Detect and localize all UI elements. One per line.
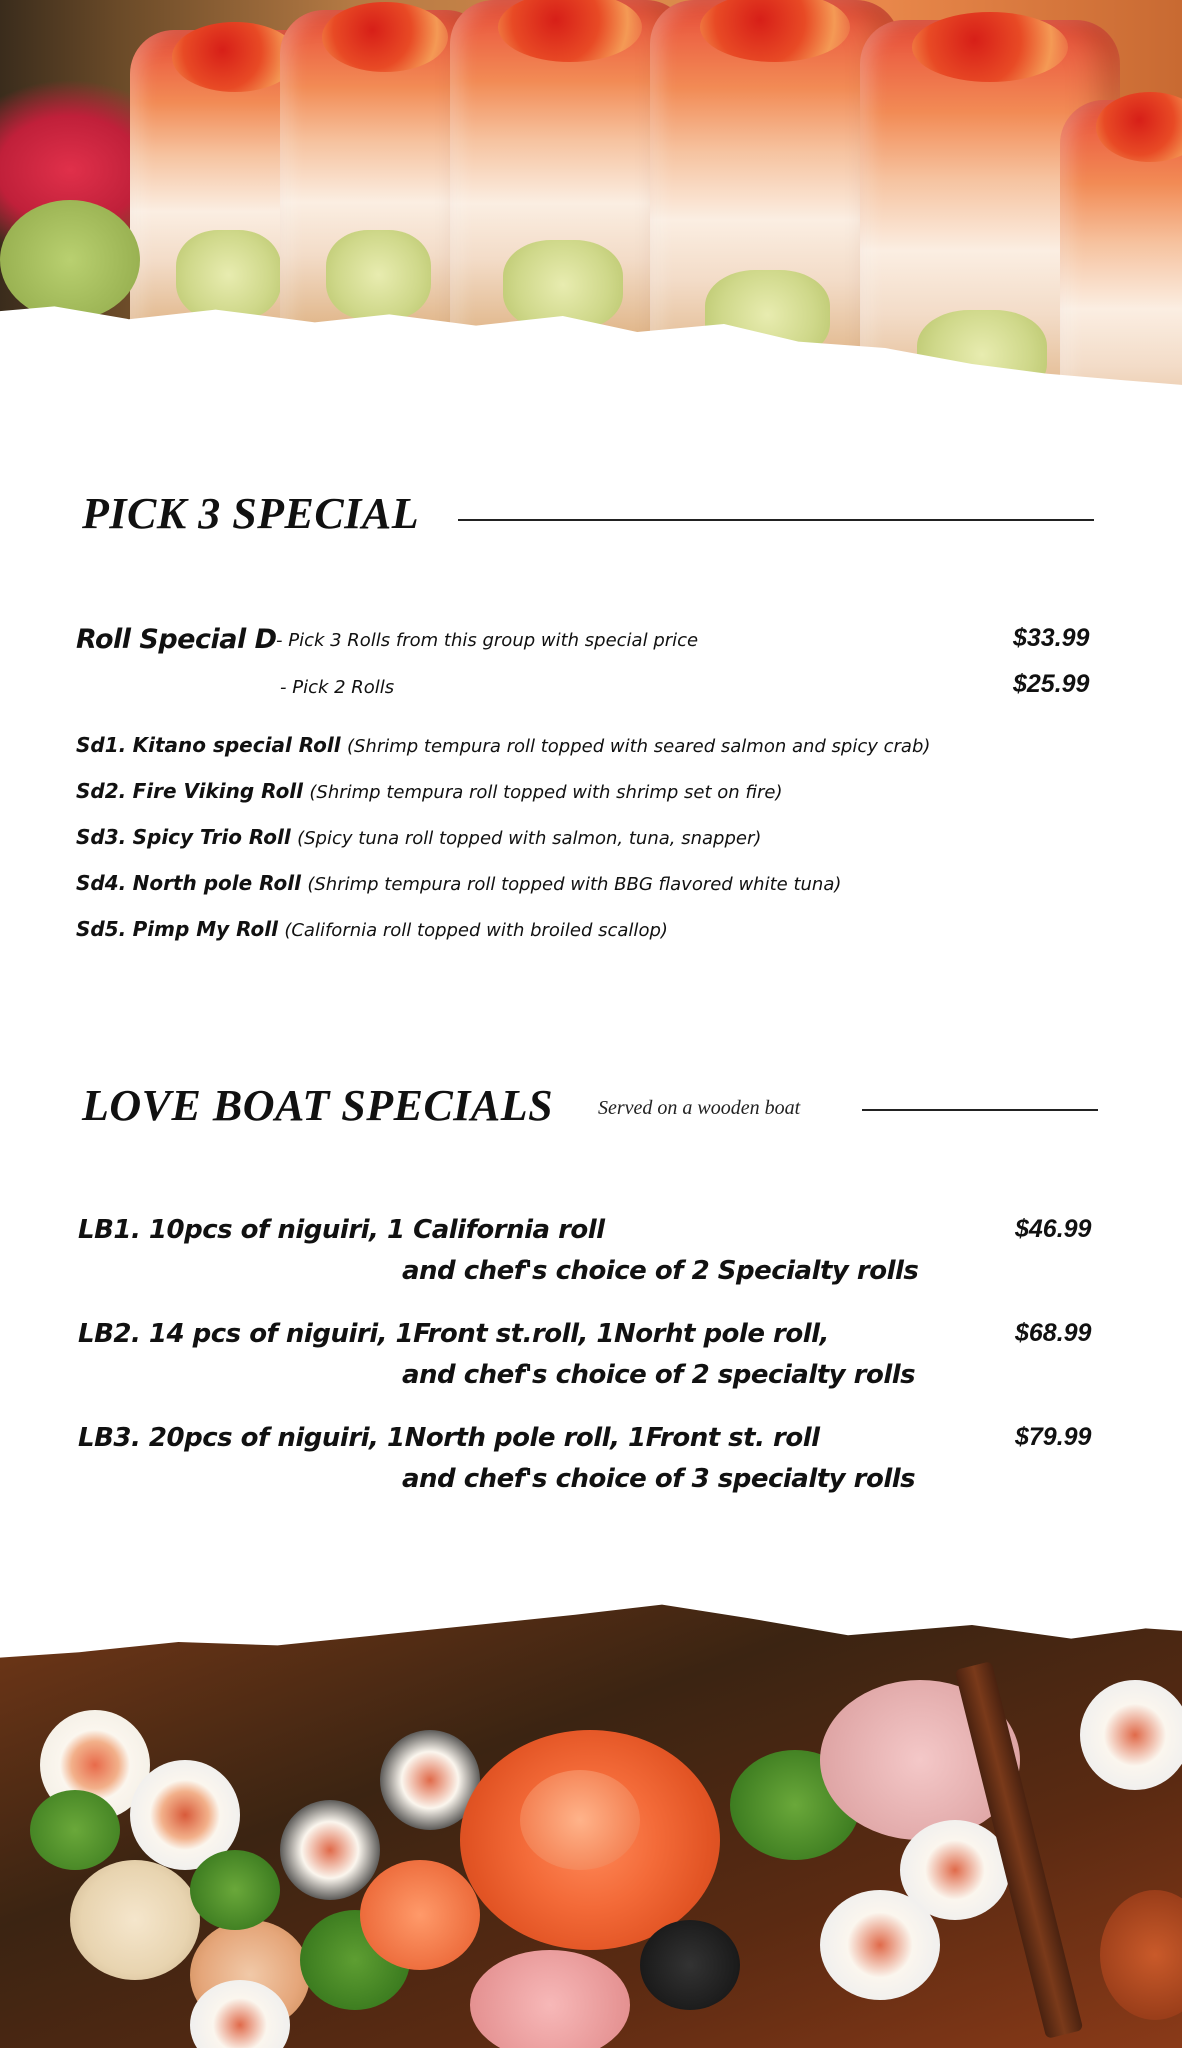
item-line-2: and chef's choice of 2 specialty rolls: [402, 1360, 916, 1390]
item-code: Sd1.: [76, 733, 127, 757]
item-name: Kitano special Roll: [132, 733, 341, 757]
title-rule: [458, 519, 1094, 521]
item-line-2: and chef's choice of 2 Specialty rolls: [402, 1256, 919, 1286]
item-description: (Shrimp tempura roll topped with BBG flavored white tuna): [307, 874, 842, 895]
item-description: (California roll topped with broiled scallop): [284, 920, 668, 941]
item-code: Sd3.: [76, 825, 127, 849]
option-price: $33.99: [1013, 624, 1090, 652]
option-text: - Pick 3 Rolls from this group with special price: [276, 630, 699, 651]
item-line-1: LB2. 14 pcs of niguiri, 1Front st.roll, 1Norht pole roll,: [78, 1319, 829, 1349]
list-item: [76, 779, 783, 803]
item-code: Sd2.: [76, 779, 127, 803]
item-price: $68.99: [1015, 1319, 1092, 1347]
item-description: (Shrimp tempura roll topped with shrimp set on fire): [309, 782, 783, 803]
item-name: Pimp My Roll: [132, 917, 278, 941]
item-description: (Spicy tuna roll topped with salmon, tuna, snapper): [297, 828, 762, 849]
list-item: [76, 733, 930, 757]
item-name: North pole Roll: [132, 871, 301, 895]
list-item: [76, 917, 668, 941]
item-description: (Shrimp tempura roll topped with seared salmon and spicy crab): [346, 736, 931, 757]
section-title-pick-3-special: PICK 3 SPECIAL: [82, 489, 420, 538]
item-price: $46.99: [1015, 1215, 1092, 1243]
item-name: Fire Viking Roll: [132, 779, 304, 803]
section-note: Served on a wooden boat: [598, 1097, 801, 1119]
item-line-2: and chef's choice of 3 specialty rolls: [402, 1464, 916, 1494]
item-line-1: LB3. 20pcs of niguiri, 1North pole roll, 1Front st. roll: [78, 1423, 820, 1453]
item-price: $79.99: [1015, 1423, 1092, 1451]
list-item: [76, 825, 761, 849]
section-title-love-boat-specials: LOVE BOAT SPECIALS: [82, 1081, 554, 1130]
item-line-1: LB1. 10pcs of niguiri, 1 California roll: [78, 1215, 605, 1245]
item-name: Spicy Trio Roll: [132, 825, 291, 849]
option-text: - Pick 2 Rolls: [280, 677, 395, 698]
list-item: [76, 871, 841, 895]
option-price: $25.99: [1013, 670, 1090, 698]
roll-special-label: Roll Special D: [76, 624, 277, 655]
item-code: Sd5.: [76, 917, 127, 941]
title-rule: [862, 1109, 1098, 1111]
item-code: Sd4.: [76, 871, 127, 895]
